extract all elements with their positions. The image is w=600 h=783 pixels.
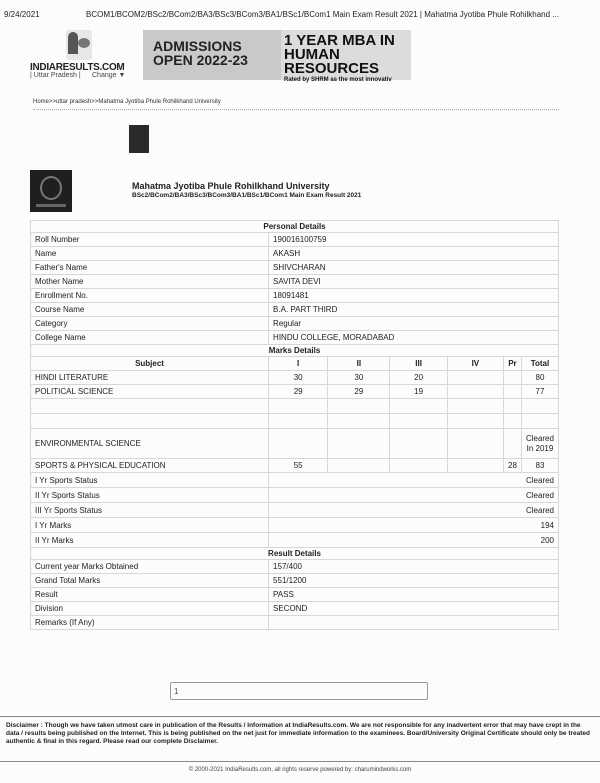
disclaimer-text: Though we have taken utmost care in publication of the Results / Information at IndiaResults.com. We are not responsible for any inadvertent error that may have crept in the data / results being published on the Internet. This is being published on the net just for immediate information to the examinees. Board/University Original Certificate should only be treated authentic & final in this regard. Please read our complete Disclaimer. bbox=[6, 722, 591, 745]
table-row: Category Regular bbox=[31, 317, 559, 331]
captcha-input[interactable]: 1 bbox=[170, 682, 428, 700]
table-row: Result PASS bbox=[31, 588, 559, 602]
table-row: Mother Name SAVITA DEVI bbox=[31, 275, 559, 289]
university-name: Mahatma Jyotiba Phule Rohilkhand University bbox=[132, 181, 330, 191]
table-row: ENVIRONMENTAL SCIENCE Cleared In 2019 bbox=[31, 429, 559, 459]
table-row: Grand Total Marks 551/1200 bbox=[31, 574, 559, 588]
disclaimer bbox=[6, 722, 594, 746]
logo-text: INDIARESULTS.COM bbox=[30, 62, 125, 73]
marks-header-row: Subject I II III IV Pr Total bbox=[31, 357, 559, 371]
table-row: Enrollment No. 18091481 bbox=[31, 289, 559, 303]
india-map-icon bbox=[66, 30, 92, 60]
table-row bbox=[31, 399, 559, 414]
table-row: Father's Name SHIVCHARAN bbox=[31, 261, 559, 275]
table-row: Name AKASH bbox=[31, 247, 559, 261]
ad-mba-subtitle: Rated by SHRM as the most innovativ bbox=[284, 77, 392, 83]
table-row: I Yr Marks 194 bbox=[31, 518, 559, 533]
exam-name: BSc2/BCom2/BA3/BSc3/BCom3/BA1/BSc1/BCom1 Main Exam Result 2021 bbox=[132, 192, 362, 199]
table-row: Remarks (If Any) bbox=[31, 616, 559, 630]
advertisement-banner[interactable] bbox=[143, 30, 411, 83]
table-row: Roll Number 190016100759 bbox=[31, 233, 559, 247]
table-row: College Name HINDU COLLEGE, MORADABAD bbox=[31, 331, 559, 345]
location-label: | Uttar Pradesh | bbox=[30, 72, 81, 79]
breadcrumb[interactable]: Home>>uttar pradesh>>Mahatma Jyotiba Phule Rohilkhand University bbox=[33, 99, 221, 105]
divider bbox=[33, 109, 559, 110]
table-row: HINDI LITERATURE 30 30 20 80 bbox=[31, 371, 559, 385]
page-title: BCOM1/BCOM2/BSc2/BCom2/BA3/BSc3/BCom3/BA1/BSc1/BCom1 Main Exam Result 2021 | Mahatma Jyotiba Phule Rohilkhand ... bbox=[86, 10, 559, 19]
table-row: SPORTS & PHYSICAL EDUCATION 55 28 83 bbox=[31, 459, 559, 473]
print-date: 9/24/2021 bbox=[4, 10, 40, 19]
ad-mba-title: 1 YEAR MBA IN HUMAN RESOURCES bbox=[284, 32, 395, 77]
result-details-heading: Result Details bbox=[31, 548, 559, 560]
photo-placeholder bbox=[129, 125, 149, 153]
ad-admissions-text: ADMISSIONS OPEN 2022-23 bbox=[143, 30, 281, 80]
table-row bbox=[31, 414, 559, 429]
table-row: II Yr Marks 200 bbox=[31, 533, 559, 548]
table-row: Course Name B.A. PART THIRD bbox=[31, 303, 559, 317]
result-table bbox=[30, 220, 559, 630]
table-row: Current year Marks Obtained 157/400 bbox=[31, 560, 559, 574]
table-row: III Yr Sports Status Cleared bbox=[31, 503, 559, 518]
table-row: I Yr Sports Status Cleared bbox=[31, 473, 559, 488]
divider bbox=[0, 761, 600, 762]
table-row: II Yr Sports Status Cleared bbox=[31, 488, 559, 503]
personal-details-heading: Personal Details bbox=[31, 221, 559, 233]
change-location-link[interactable]: Change ▼ bbox=[92, 72, 126, 79]
table-row: Division SECOND bbox=[31, 602, 559, 616]
divider bbox=[0, 716, 600, 717]
university-emblem bbox=[30, 170, 72, 212]
footer-copyright: © 2000-2021 IndiaResults.com, all rights reserve powered by: charumindworks.com bbox=[188, 767, 412, 773]
marks-details-heading: Marks Details bbox=[31, 345, 559, 357]
disclaimer-label: Disclaimer : bbox=[6, 722, 43, 729]
table-row: POLITICAL SCIENCE 29 29 19 77 bbox=[31, 385, 559, 399]
